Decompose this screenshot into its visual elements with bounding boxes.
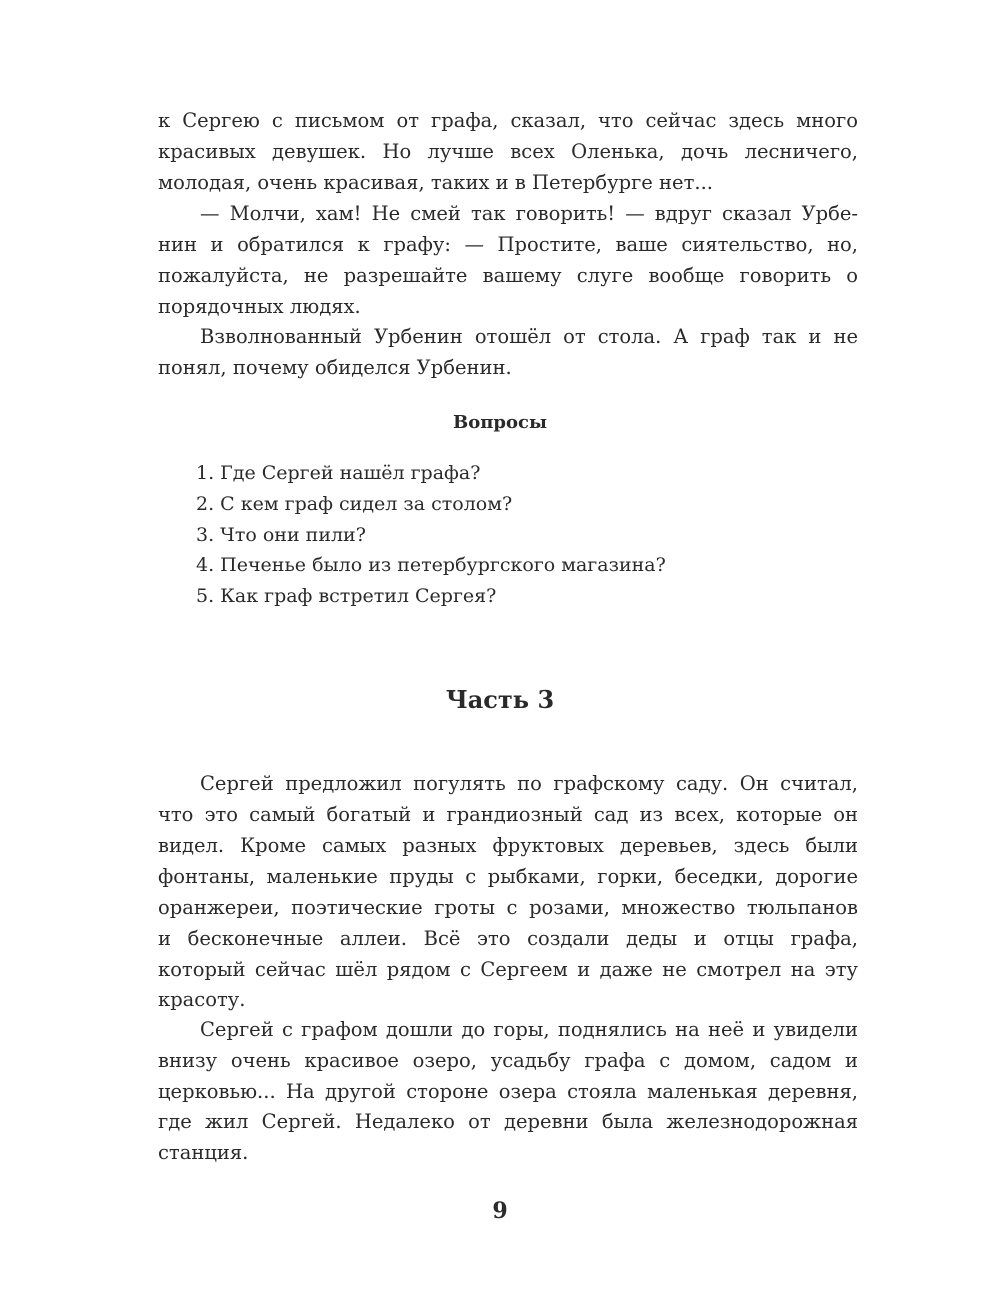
text-line: видел. Кроме самых разных фруктовых деревьев, здесь были	[158, 834, 858, 857]
text-line: церковью... На другой стороне озера стояла маленькая деревня,	[158, 1080, 858, 1103]
text-line: Сергей с графом дошли до горы, поднялись на неё и увидели	[200, 1018, 858, 1041]
text-line: нин и обратился к графу: — Простите, ваше сиятельство, но,	[158, 233, 858, 256]
text-line: что это самый богатый и грандиозный сад из всех, которые он	[158, 803, 858, 826]
text-line: оранжереи, поэтические гроты с розами, множество тюльпанов	[158, 896, 858, 919]
text-line: красоту.	[158, 988, 246, 1011]
text-line: пожалуйста, не разрешайте вашему слуге вообще говорить о	[158, 264, 858, 287]
text-line: Сергей предложил погулять по графскому саду. Он считал,	[200, 772, 858, 795]
question-item: 5. Как граф встретил Сергея?	[196, 585, 497, 607]
page-number: 9	[492, 1198, 508, 1224]
text-line: станция.	[158, 1141, 249, 1164]
text-line: и бесконечные аллеи. Всё это создали деды и отцы графа,	[158, 927, 858, 950]
question-item: 3. Что они пили?	[196, 524, 366, 546]
text-line: Взволнованный Урбенин отошёл от стола. А граф так и не	[200, 325, 858, 348]
questions-heading: Вопросы	[453, 412, 547, 433]
text-line: — Молчи, хам! Не смей так говорить! — вдруг сказал Урбе-	[200, 202, 858, 225]
text-line: порядочных людях.	[158, 295, 361, 318]
text-line: красивых девушек. Но лучше всех Оленька, дочь лесничего,	[158, 140, 858, 163]
text-line: где жил Сергей. Недалеко от деревни была железнодорожная	[158, 1110, 858, 1133]
part-3-heading: Часть 3	[445, 685, 555, 714]
text-line: понял, почему обиделся Урбенин.	[158, 356, 512, 379]
text-line: который сейчас шёл рядом с Сергеем и даже не смотрел на эту	[158, 958, 858, 981]
text-line: молодая, очень красивая, таких и в Петербурге нет...	[158, 171, 713, 194]
text-line: внизу очень красивое озеро, усадьбу графа с домом, садом и	[158, 1049, 858, 1072]
text-line: к Сергею с письмом от графа, сказал, что сейчас здесь много	[158, 109, 858, 132]
text-line: фонтаны, маленькие пруды с рыбками, горки, беседки, дорогие	[158, 865, 858, 888]
question-item: 1. Где Сергей нашёл графа?	[196, 462, 481, 484]
question-item: 4. Печенье было из петербургского магазина?	[196, 554, 666, 576]
question-item: 2. С кем граф сидел за столом?	[196, 493, 513, 515]
